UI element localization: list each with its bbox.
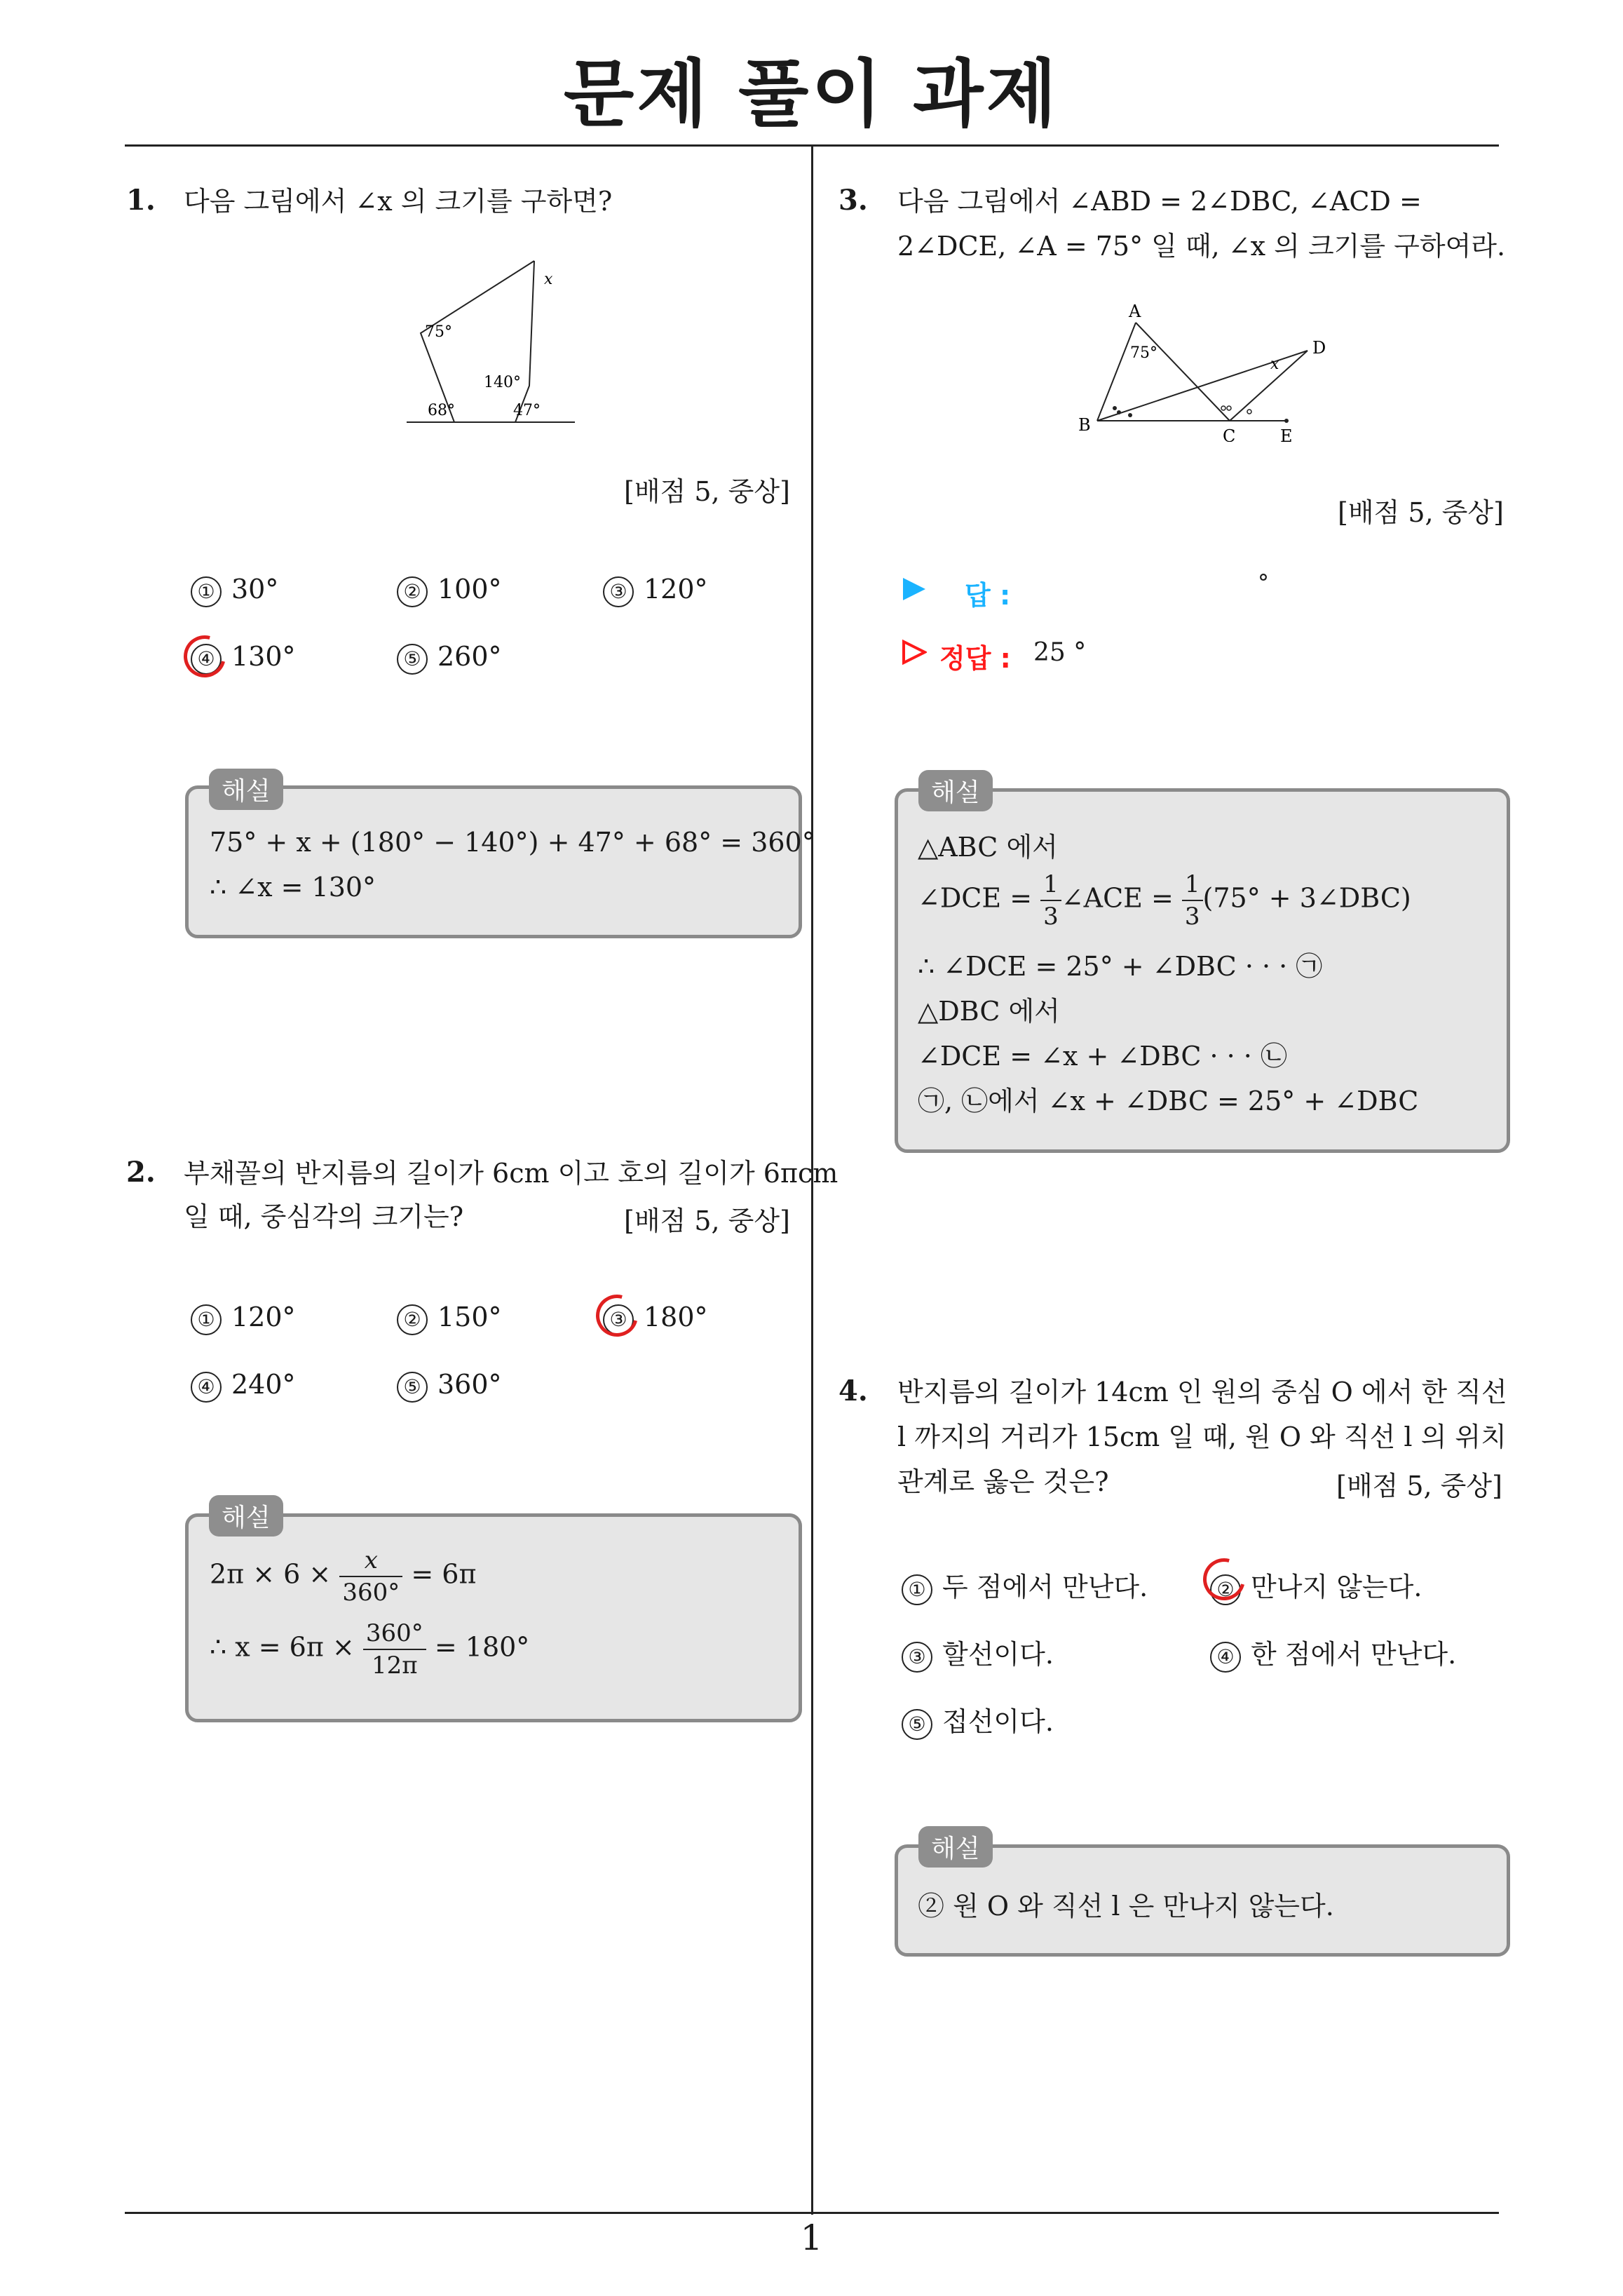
q2-choice-5[interactable] — [397, 1369, 502, 1403]
choice-number: ② — [397, 1304, 428, 1335]
choice-text: 100° — [437, 574, 502, 605]
q4-solution-line-1: ② 원 O 와 직선 l 은 만나지 않는다. — [918, 1891, 1334, 1922]
q2-solution-line-2 — [210, 1618, 529, 1681]
choice-text: 180° — [644, 1302, 708, 1332]
q2-sol-l2-fraction — [363, 1618, 426, 1681]
q2-choice-2[interactable] — [397, 1302, 502, 1335]
q3-solution-tag: 해설 — [918, 770, 993, 811]
footer-rule — [125, 2212, 1499, 2214]
choice-number: ⑤ — [902, 1709, 932, 1740]
choice-text: 30° — [231, 574, 279, 605]
q3-figure-label-B: B — [1078, 415, 1091, 435]
choice-text: 120° — [231, 1302, 296, 1332]
page-title: 문제 풀이 과제 — [563, 51, 1060, 137]
choice-number: ③ — [603, 576, 634, 607]
q1-solution-line-1: 75° + x + (180° − 140°) + 47° + 68° = 360° — [210, 827, 815, 858]
choice-text: 240° — [231, 1369, 296, 1400]
q3-figure-label-75: 75° — [1130, 344, 1157, 362]
q4-choice-5[interactable] — [902, 1700, 1054, 1740]
q4-choice-3[interactable] — [902, 1633, 1054, 1673]
choice-number: ③ — [603, 1304, 634, 1335]
q3-sol-l2-f2-numerator: 1 — [1182, 869, 1203, 901]
q1-figure-label-140: 140° — [484, 374, 521, 391]
q2-text-line-2: 일 때, 중심각의 크기는? — [184, 1201, 464, 1232]
q3-correct-value: 25 ° — [1033, 638, 1087, 667]
choice-text: 접선이다. — [942, 1706, 1054, 1737]
q1-selected-mark — [176, 628, 233, 685]
choice-number: ② — [397, 576, 428, 607]
choice-number: ① — [191, 576, 222, 607]
q1-choice-5[interactable] — [397, 641, 502, 675]
q2-sol-l2-numerator: 360° — [363, 1618, 426, 1650]
q3-text-line-1: 다음 그림에서 ∠ABD = 2∠DBC, ∠ACD = — [897, 186, 1422, 217]
q3-correct-label: 정답 : — [939, 643, 1011, 674]
q2-text-line-1: 부채꼴의 반지름의 길이가 6cm 이고 호의 길이가 6πcm — [184, 1158, 838, 1189]
q2-selected-mark — [588, 1287, 646, 1344]
q3-figure-label-A: A — [1129, 302, 1141, 321]
choice-text: 150° — [437, 1302, 502, 1332]
q1-choice-2[interactable] — [397, 574, 502, 607]
q1-choice-1[interactable] — [191, 574, 278, 607]
q2-sol-l1-numerator: x — [339, 1545, 402, 1577]
q1-solution-tag: 해설 — [209, 769, 283, 810]
q1-text: 다음 그림에서 ∠x 의 크기를 구하면? — [184, 186, 613, 217]
q4-choice-1[interactable] — [902, 1565, 1148, 1605]
q3-solution-line-2 — [918, 869, 1411, 932]
q2-choice-4[interactable] — [191, 1369, 296, 1403]
q3-score: [배점 5, 중상] — [1338, 497, 1504, 528]
q2-sol-l2-denominator: 12π — [372, 1652, 418, 1680]
q2-score: [배점 5, 중상] — [624, 1206, 790, 1236]
q3-answer-unit: ° — [1258, 569, 1269, 596]
q3-figure — [1073, 302, 1332, 442]
q2-sol-l2-post: = 180° — [434, 1631, 530, 1663]
q3-solution-box — [895, 788, 1510, 1153]
q4-text-line-1: 반지름의 길이가 14cm 인 원의 중심 O 에서 한 직선 — [897, 1377, 1507, 1407]
choice-number: ① — [902, 1574, 932, 1605]
q3-solution-line-4: △DBC 에서 — [918, 996, 1060, 1027]
q2-choice-1[interactable] — [191, 1302, 296, 1335]
q2-sol-l1-denominator: 360° — [342, 1579, 400, 1607]
choice-number: ④ — [1210, 1642, 1241, 1673]
q2-solution-line-1 — [210, 1545, 476, 1608]
choice-text: 한 점에서 만난다. — [1251, 1639, 1457, 1670]
q3-figure-label-x: x — [1270, 356, 1279, 373]
q3-sol-l2-fraction-1 — [1040, 869, 1061, 932]
q1-number: 1. — [126, 184, 156, 217]
q2-solution-tag: 해설 — [209, 1495, 283, 1537]
q3-sol-l2-f1-denominator: 3 — [1043, 903, 1059, 931]
q4-solution-tag: 해설 — [918, 1826, 993, 1868]
q2-sol-l1-fraction — [339, 1545, 402, 1608]
q3-sol-l2-mid: ∠ACE = — [1061, 882, 1174, 914]
q1-solution-line-2: ∴ ∠x = 130° — [210, 872, 376, 903]
q2-sol-l1-post: = 6π — [411, 1558, 477, 1590]
choice-text: 360° — [437, 1369, 502, 1400]
q1-score: [배점 5, 중상] — [624, 476, 790, 507]
q3-solution-line-5: ∠DCE = ∠x + ∠DBC · · · ㉡ — [918, 1041, 1287, 1072]
q4-number: 4. — [838, 1375, 868, 1407]
q3-solution-line-3: ∴ ∠DCE = 25° + ∠DBC · · · ㉠ — [918, 951, 1323, 982]
q3-sol-l2-fraction-2 — [1182, 869, 1203, 932]
choice-number: ⑤ — [397, 1372, 428, 1403]
q3-correct-play-icon — [902, 640, 927, 665]
q4-score: [배점 5, 중상] — [1336, 1471, 1502, 1501]
choice-number: ⑤ — [397, 644, 428, 675]
q1-figure-label-x: x — [544, 271, 553, 288]
q1-figure-label-68: 68° — [428, 402, 455, 419]
q2-number: 2. — [126, 1156, 156, 1189]
choice-text: 만나지 않는다. — [1251, 1572, 1422, 1602]
q3-figure-label-D: D — [1312, 338, 1326, 358]
q3-text-line-2: 2∠DCE, ∠A = 75° 일 때, ∠x 의 크기를 구하여라. — [897, 231, 1506, 262]
q1-choice-3[interactable] — [603, 574, 708, 607]
q3-sol-l2-f1-numerator: 1 — [1040, 869, 1061, 901]
choice-number: ④ — [191, 1372, 222, 1403]
q3-sol-l2-f2-denominator: 3 — [1184, 903, 1200, 931]
q3-number: 3. — [838, 184, 868, 217]
q2-sol-l1-pre: 2π × 6 × — [210, 1558, 332, 1590]
choice-number: ① — [191, 1304, 222, 1335]
q3-answer-label: 답 : — [965, 580, 1011, 611]
q1-figure — [400, 252, 589, 428]
q3-answer-play-icon — [902, 576, 927, 602]
q4-text-line-2: l 까지의 거리가 15cm 일 때, 원 O 와 직선 l 의 위치 — [897, 1422, 1507, 1452]
choice-text: 두 점에서 만난다. — [942, 1572, 1148, 1602]
q2-sol-l2-pre: ∴ x = 6π × — [210, 1631, 355, 1663]
q1-figure-label-47: 47° — [513, 402, 541, 419]
q2-solution-box — [185, 1513, 802, 1722]
choice-number: ② — [1210, 1574, 1241, 1605]
choice-number: ④ — [191, 644, 222, 675]
q3-answer-input[interactable] — [1017, 569, 1248, 605]
choice-text: 260° — [437, 641, 502, 672]
q3-solution-line-1: △ABC 에서 — [918, 832, 1058, 863]
choice-text: 할선이다. — [942, 1639, 1054, 1670]
q4-text-line-3: 관계로 옳은 것은? — [897, 1466, 1109, 1497]
choice-text: 120° — [644, 574, 708, 605]
q3-sol-l2-post: (75° + 3∠DBC) — [1202, 882, 1411, 914]
q4-choice-4[interactable] — [1210, 1633, 1456, 1673]
page-number: 1 — [800, 2217, 823, 2258]
q3-sol-l2-pre: ∠DCE = — [918, 882, 1033, 914]
choice-text: 130° — [231, 641, 296, 672]
choice-number: ③ — [902, 1642, 932, 1673]
q3-figure-label-E: E — [1280, 426, 1293, 442]
q3-solution-line-6: ㉠, ㉡에서 ∠x + ∠DBC = 25° + ∠DBC — [918, 1086, 1419, 1116]
q3-figure-label-C: C — [1223, 426, 1236, 442]
q1-figure-label-75: 75° — [425, 323, 452, 341]
